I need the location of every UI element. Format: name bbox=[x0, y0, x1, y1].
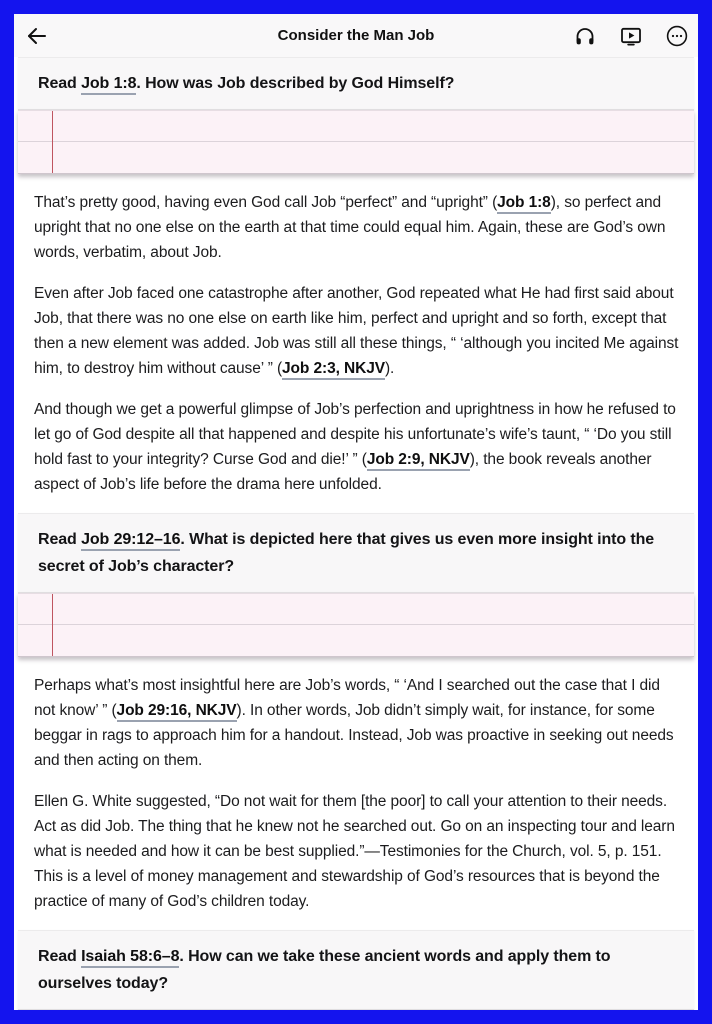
video-play-icon bbox=[619, 24, 643, 48]
back-button[interactable] bbox=[22, 21, 52, 51]
answer-area-1[interactable] bbox=[18, 110, 694, 174]
text-run: ), the book reveals another aspect of Job’s life before the drama here unfolded. bbox=[34, 451, 652, 493]
text-run: Perhaps what’s most insightful here are Job’s words, “ ‘And I searched out the case that I did not know’ ” ( bbox=[34, 677, 660, 719]
answer-line bbox=[18, 625, 694, 656]
video-button[interactable] bbox=[616, 21, 646, 51]
page-title: Consider the Man Job bbox=[277, 27, 435, 44]
answer-line bbox=[18, 111, 694, 142]
paragraph-3 bbox=[14, 397, 698, 497]
headphones-icon bbox=[573, 24, 597, 48]
question-text-2 bbox=[38, 526, 677, 580]
question-block-1 bbox=[18, 57, 694, 110]
text-run: Read bbox=[38, 531, 82, 548]
text-run: Ellen G. White suggested, “Do not wait for them [the poor] to call your attention to their needs. Act as did Job. The thing that he knew not he searched out. Go on an inspecting tour and learn what is needed and how it can be best supplied.”—Testimonies for the Church, vol. 5, p. 151. This is a level of money management and stewardship of God’s resources that is beyond the practice of many of God’s children today. bbox=[34, 793, 675, 910]
more-options-button[interactable] bbox=[662, 21, 692, 51]
question-block-2 bbox=[18, 513, 694, 593]
text-run: ). In other words, Job didn’t simply wait, for instance, for some beggar in rags to approach him for a handout. Instead, Job was proactive in seeking out needs and then acting on them. bbox=[34, 702, 674, 769]
text-run: Even after Job faced one catastrophe after another, God repeated what He had first said about Job, that there was no one else on earth like him, perfect and upright and so forth, except that then a new element was added. Job was still all these things, “ ‘although you incited Me against him, to destroy him without cause’ ” ( bbox=[34, 285, 679, 377]
question-block-3 bbox=[18, 930, 694, 1010]
text-run: Read bbox=[38, 948, 82, 965]
text-run: ). bbox=[384, 360, 395, 377]
scripture-ref-job-29-12-16[interactable]: Job 29:12–16 bbox=[81, 531, 180, 551]
scripture-ref-isaiah-58-6-8[interactable]: Isaiah 58:6–8 bbox=[81, 948, 179, 968]
scripture-ref-job-29-16[interactable]: Job 29:16, NKJV bbox=[117, 702, 237, 722]
scripture-ref-job-2-9[interactable]: Job 2:9, NKJV bbox=[367, 451, 470, 471]
scripture-ref-job-1-8[interactable]: Job 1:8 bbox=[81, 75, 136, 95]
scripture-ref-job-2-3[interactable]: Job 2:3, NKJV bbox=[282, 360, 385, 380]
text-run: Read bbox=[38, 75, 82, 92]
paragraph-2 bbox=[14, 281, 698, 381]
audio-button[interactable] bbox=[570, 21, 600, 51]
text-run: . What is depicted here that gives us even more insight into the secret of Job’s character? bbox=[38, 531, 655, 575]
text-run: That’s pretty good, having even God call Job “perfect” and “upright” ( bbox=[34, 194, 498, 211]
app-bar bbox=[14, 14, 698, 57]
question-text-3 bbox=[38, 943, 677, 997]
text-run: . How can we take these ancient words and apply them to ourselves today? bbox=[38, 948, 611, 992]
more-options-icon bbox=[665, 24, 689, 48]
paragraph-4 bbox=[14, 673, 698, 773]
text-run: ), so perfect and upright that no one else on the earth at that time could equal him. Again, these are God’s own words, verbatim, about Job. bbox=[34, 194, 666, 261]
paragraph-5 bbox=[14, 789, 698, 914]
appbar-actions bbox=[570, 21, 692, 51]
lesson-page bbox=[14, 14, 698, 1010]
question-text-1 bbox=[38, 70, 677, 97]
text-run: And though we get a powerful glimpse of Job’s perfection and uprightness in how he refused to let go of God despite all that happened and despite his unfortunate’s wife’s taunt, “ ‘Do you still hold fast to your integrity? Curse God and die!’ ” ( bbox=[34, 401, 676, 468]
scripture-ref-job-1-8-body[interactable]: Job 1:8 bbox=[497, 194, 551, 214]
answer-line bbox=[18, 594, 694, 625]
paragraph-1 bbox=[14, 190, 698, 265]
text-run: . How was Job described by God Himself? bbox=[136, 75, 455, 92]
answer-area-2[interactable] bbox=[18, 593, 694, 657]
back-arrow-icon bbox=[25, 24, 49, 48]
answer-line bbox=[18, 142, 694, 173]
